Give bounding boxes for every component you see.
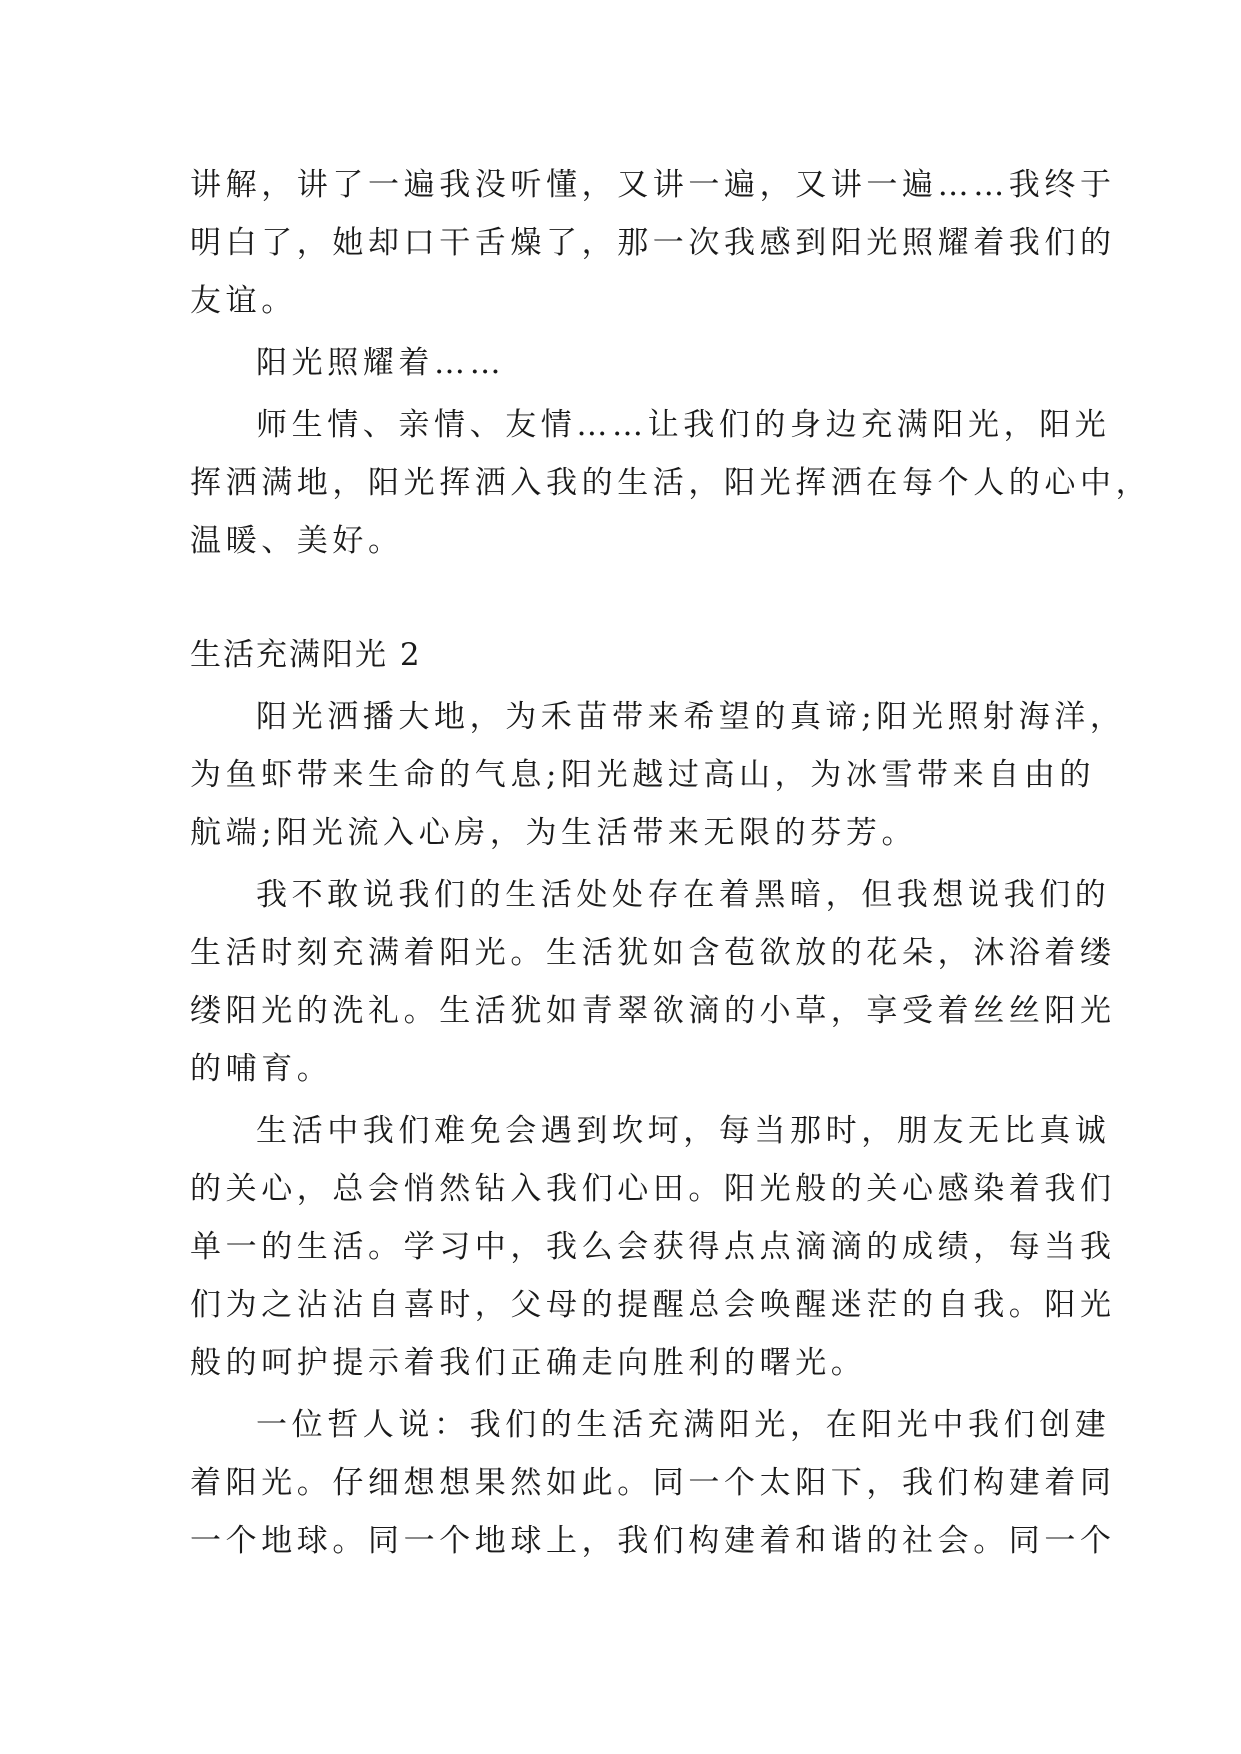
text-line: 温暖、美好。 [190, 523, 404, 559]
text-line: 阳光照耀着…… [256, 345, 506, 381]
document-body [190, 156, 1152, 1570]
text-line: 一个地球。同一个地球上，我们构建着和谐的社会。同一个 [190, 1523, 1116, 1559]
paragraph-life-full-of-sunshine [190, 866, 1116, 1098]
text-line: 明白了，她却口干舌燥了，那一次我感到阳光照耀着我们的 [190, 225, 1116, 261]
text-line: 生活时刻充满着阳光。生活犹如含苞欲放的花朵，沐浴着缕 [190, 935, 1116, 971]
paragraph-sunlight-spreads [190, 688, 1126, 862]
text-line: 航端;阳光流入心房，为生活带来无限的芬芳。 [190, 815, 918, 851]
text-line: 的哺育。 [190, 1051, 333, 1087]
text-line: 我不敢说我们的生活处处存在着黑暗，但我想说我们的 [256, 877, 1111, 913]
text-line: 着阳光。仔细想想果然如此。同一个太阳下，我们构建着同 [190, 1465, 1116, 1501]
text-line: 师生情、亲情、友情……让我们的身边充满阳光，阳光 [256, 407, 1111, 443]
paragraph-sunshine-shining [190, 334, 1070, 392]
text-line: 为鱼虾带来生命的气息;阳光越过高山，为冰雪带来自由的 [190, 757, 1096, 793]
text-line: 的关心，总会悄然钻入我们心田。阳光般的关心感染着我们 [190, 1171, 1116, 1207]
text-line: 阳光洒播大地，为禾苗带来希望的真谛;阳光照射海洋， [256, 699, 1126, 735]
paragraph-affections [190, 396, 1152, 570]
text-line: 讲解，讲了一遍我没听懂，又讲一遍，又讲一遍……我终于 [190, 167, 1116, 203]
text-line: 缕阳光的洗礼。生活犹如青翠欲滴的小草，享受着丝丝阳光 [190, 993, 1116, 1029]
paragraph-explanation [190, 156, 1116, 330]
text-line: 生活中我们难免会遇到坎坷，每当那时，朋友无比真诚 [256, 1113, 1111, 1149]
section-title: 生活充满阳光 2 [190, 637, 422, 673]
paragraph-hardships [190, 1102, 1116, 1392]
text-line: 般的呵护提示着我们正确走向胜利的曙光。 [190, 1345, 867, 1381]
text-line: 友谊。 [190, 283, 297, 319]
paragraph-philosopher [190, 1396, 1116, 1570]
text-line: 挥洒满地，阳光挥洒入我的生活，阳光挥洒在每个人的心中， [190, 465, 1152, 501]
text-line: 一位哲人说：我们的生活充满阳光，在阳光中我们创建 [256, 1407, 1111, 1443]
text-line: 们为之沾沾自喜时，父母的提醒总会唤醒迷茫的自我。阳光 [190, 1287, 1116, 1323]
text-line: 单一的生活。学习中，我么会获得点点滴滴的成绩，每当我 [190, 1229, 1116, 1265]
